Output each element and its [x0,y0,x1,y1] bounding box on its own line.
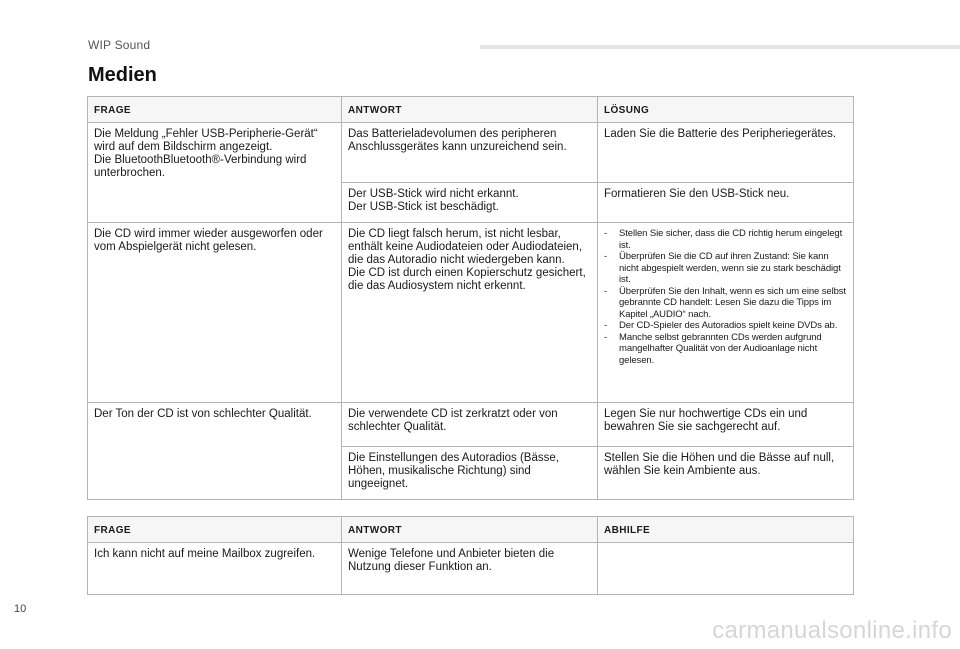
question-cell: Die Meldung „Fehler USB-Peripherie-Gerät“ wird auf dem Bildschirm angezeigt. Die BluetoothBluetooth®-Verbindung wird unterbrochen. [88,123,342,223]
column-header-frage: FRAGE [88,517,342,543]
column-header-frage: FRAGE [88,97,342,123]
table-header-row [88,517,854,543]
table-header-row [88,97,854,123]
solution-cell [598,223,854,403]
remedy-cell [598,543,854,595]
faq-table-telephone [87,516,854,595]
answer-cell: Das Batterieladevolumen des peripheren Anschlussgerätes kann unzureichend sein. [342,123,598,183]
answer-cell: Wenige Telefone und Anbieter bieten die Nutzung dieser Funktion an. [342,543,598,595]
table-row [88,543,854,595]
question-cell: Der Ton der CD ist von schlechter Qualität. [88,403,342,500]
solution-cell: Legen Sie nur hochwertige CDs ein und bewahren Sie sie sachgerecht auf. [598,403,854,447]
list-item: - Manche selbst gebrannten CDs werden aufgrund mangelhafter Qualität von der Audioanlage nicht gelesen. [604,332,847,367]
answer-cell: Der USB-Stick wird nicht erkannt. Der USB-Stick ist beschädigt. [342,183,598,223]
answer-cell: Die verwendete CD ist zerkratzt oder von schlechter Qualität. [342,403,598,447]
table-row [88,403,854,447]
list-item: - Stellen Sie sicher, dass die CD richtig herum eingelegt ist. [604,228,847,251]
column-header-loesung: LÖSUNG [598,97,854,123]
solution-cell: Formatieren Sie den USB-Stick neu. [598,183,854,223]
answer-cell: Die CD liegt falsch herum, ist nicht lesbar, enthält keine Audiodateien oder Audiodateien, die das Autoradio nicht wiedergeben kann. Die CD ist durch einen Kopierschutz gesichert, die das Audiosystem nicht erkennt. [342,223,598,403]
solution-cell: Laden Sie die Batterie des Peripheriegerätes. [598,123,854,183]
faq-table-media [87,96,854,500]
page-title: Medien [88,64,157,86]
answer-cell: Die Einstellungen des Autoradios (Bässe, Höhen, musikalische Richtung) sind ungeeignet. [342,447,598,500]
section-header-label: WIP Sound [88,38,151,52]
list-item: - Der CD-Spieler des Autoradios spielt keine DVDs ab. [604,320,847,332]
watermark: carmanualsonline.info [712,617,952,644]
column-header-abhilfe: ABHILFE [598,517,854,543]
column-header-antwort: ANTWORT [342,97,598,123]
page-number: 10 [14,603,27,615]
column-header-antwort: ANTWORT [342,517,598,543]
header-divider [480,45,960,49]
solution-bullet-list [604,228,847,366]
table-row [88,123,854,183]
question-cell: Ich kann nicht auf meine Mailbox zugreifen. [88,543,342,595]
table-row [88,223,854,403]
solution-cell: Stellen Sie die Höhen und die Bässe auf null, wählen Sie kein Ambiente aus. [598,447,854,500]
question-cell: Die CD wird immer wieder ausgeworfen oder vom Abspielgerät nicht gelesen. [88,223,342,403]
list-item: - Überprüfen Sie den Inhalt, wenn es sich um eine selbst gebrannte CD handelt: Lesen Sie dazu die Tipps im Kapitel „AUDIO“ nach. [604,286,847,321]
list-item: - Überprüfen Sie die CD auf ihren Zustand: Sie kann nicht abgespielt werden, wenn sie zu stark beschädigt ist. [604,251,847,286]
